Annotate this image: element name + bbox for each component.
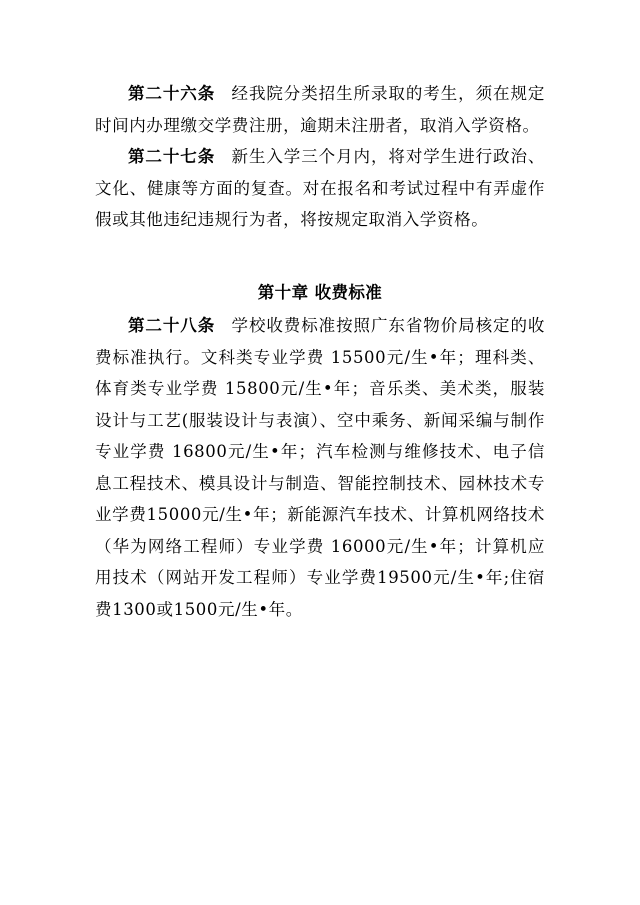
article-28-text: 学校收费标准按照广东省物价局核定的收费标准执行。文科类专业学费 15500元/生•年；理科类、体育类专业学费 15800元/生•年；音乐类、美术类，服装设计与工艺(服装设计与表演）、空中乘务、新闻采编与制作专业学费 16800元/生•年；汽车检测与维修技术、电子信息工程技术、模具设计与制造、智能控制技术、园林技术专业学费15000元/生•年；新能源汽车技术、计算机网络技术（华为网络工程师）专业学费 16000元/生•年；计算机应用技术（网站开发工程师）专业学费19500元/生•年;住宿费1300或1500元/生•年。 (95, 316, 545, 619)
article-26 (95, 78, 545, 141)
article-27 (95, 141, 545, 236)
article-28 (95, 310, 545, 625)
chapter-heading: 第十章 收费标准 (257, 282, 383, 302)
document-page (95, 78, 545, 625)
article-26-text: 经我院分类招生所录取的考生，须在规定时间内办理缴交学费注册，逾期未注册者，取消入学资格。 (95, 84, 545, 135)
article-27-text: 新生入学三个月内，将对学生进行政治、文化、健康等方面的复查。对在报名和考试过程中有弄虚作假或其他违纪违规行为者，将按规定取消入学资格。 (95, 147, 545, 229)
article-27-number: 第二十七条 (128, 147, 216, 166)
article-26-number: 第二十六条 (128, 84, 216, 103)
article-28-number: 第二十八条 (128, 316, 216, 335)
